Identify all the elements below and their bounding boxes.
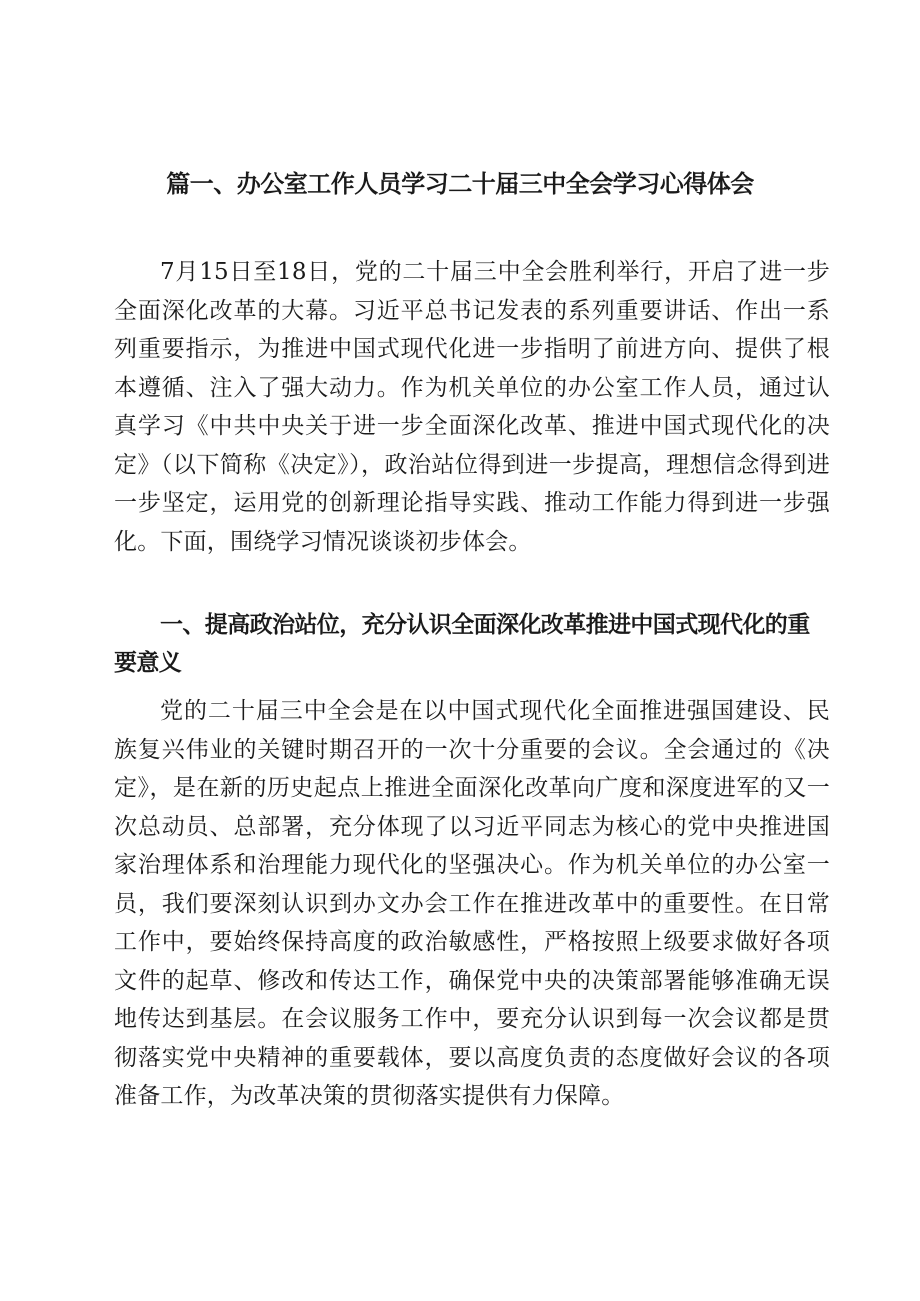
body-paragraph-section-1: 党的二十届三中全会是在以中国式现代化全面推进强国建设、民族复兴伟业的关键时期召开的一次十分重要的会议。全会通过的《决定》，是在新的历史起点上推进全面深化改革向广度和深度进军的又一次总动员、总部署，充分体现了以习近平同志为核心的党中央推进国家治理体系和治理能力现代化的坚强决心。作为机关单位的办公室一员，我们要深刻认识到办文办会工作在推进改革中的重要性。在日常工作中，要始终保持高度的政治敏感性，严格按照上级要求做好各项文件的起草、修改和传达工作，确保党中央的决策部署能够准确无误地传达到基层。在会议服务工作中，要充分认识到每一次会议都是贯彻落实党中央精神的重要载体，要以高度负责的态度做好会议的各项准备工作，为改革决策的贯彻落实提供有力保障。 (114, 698, 830, 1109)
document-title: 篇一、办公室工作人员学习二十届三中全会学习心得体会 (166, 170, 754, 198)
body-paragraph-intro: 7月15日至18日，党的二十届三中全会胜利举行，开启了进一步全面深化改革的大幕。习近平总书记发表的系列重要讲话、作出一系列重要指示，为推进中国式现代化进一步指明了前进方向、提供了根本遵循、注入了强大动力。作为机关单位的办公室工作人员，通过认真学习《中共中央关于进一步全面深化改革、推进中国式现代化的决定》（以下简称《决定》），政治站位得到进一步提高，理想信念得到进一步坚定，运用党的创新理论指导实践、推动工作能力得到进一步强化。下面，围绕学习情况谈谈初步体会。 (114, 259, 830, 555)
section-heading-1: 一、提高政治站位，充分认识全面深化改革推进中国式现代化的重要意义 (114, 612, 810, 676)
